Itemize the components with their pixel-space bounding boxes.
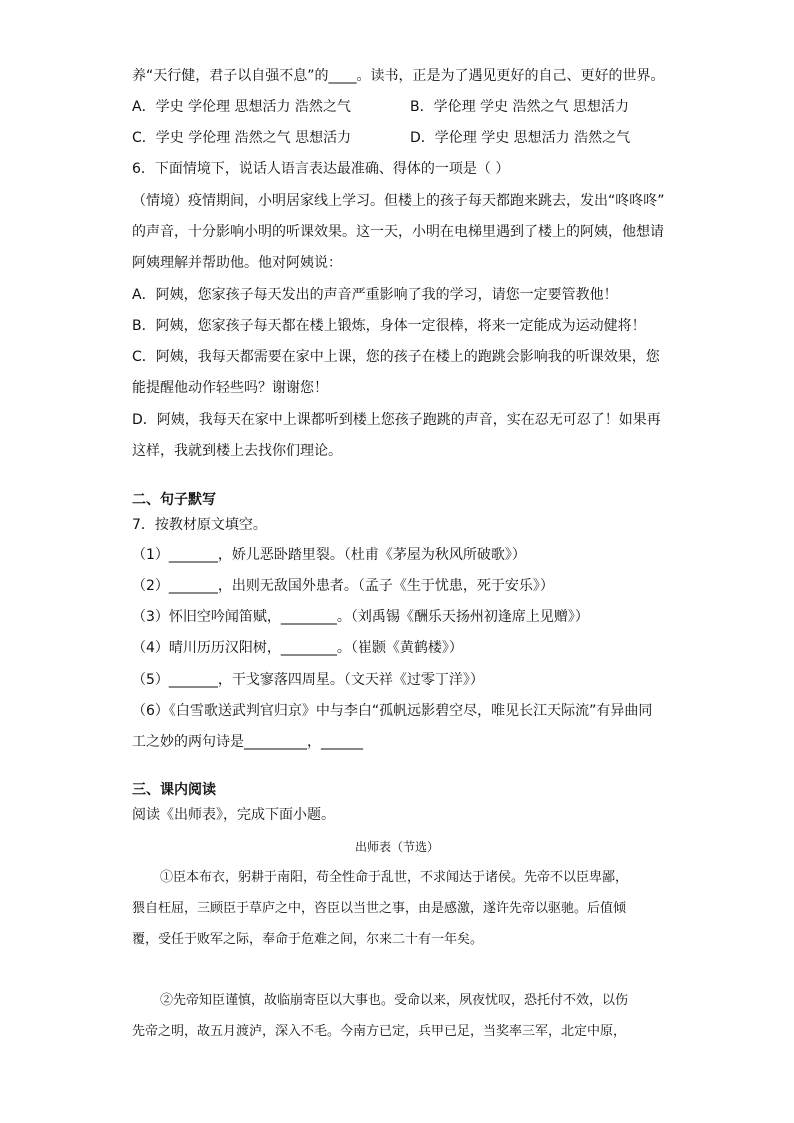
q7-item-6-line-1: （6）《白雪歌送武判官归京》中与李白“孤帆远影碧空尽，唯见长江天际流”有异曲同 [132,703,653,719]
q7-item-5: （5）_______，干戈寥落四周星。（文天祥《过零丁洋》） [132,672,484,688]
q6-context-line-2: 的声音，十分影响小明的听课效果。这一天，小明在电梯里遇到了楼上的阿姨，他想请 [132,224,664,240]
q7-item-6-line-2: 工之妙的两句诗是_________，______ [132,734,363,750]
q6-option-c-line-1: C．阿姨，我每天都需要在家中上课，您的孩子在楼上的跑跳会影响我的听课效果，您 [132,349,660,365]
q5-option-b: B．学伦理 学史 浩然之气 思想活力 [410,99,629,115]
q7-item-4: （4）晴川历历汉阳树，________。（崔颢《黄鹤楼》） [132,640,463,656]
para-1-line-1: ①臣本布衣，躬耕于南阳，苟全性命于乱世，不求闻达于诸侯。先帝不以臣卑鄙， [160,870,629,885]
section-3-title: 三、课内阅读 [132,782,216,798]
q7-item-3: （3）怀旧空吟闻笛赋，________。（刘禹锡《酬乐天扬州初逢席上见赠》） [132,609,589,625]
q6-stem: 6．下面情境下，说话人语言表达最准确、得体的一项是（ ） [132,161,510,177]
q6-context-line-3: 阿姨理解并帮助他。他对阿姨说： [132,255,342,271]
q5-option-c: C．学史 学伦理 浩然之气 思想活力 [132,130,352,146]
q7-item-2: （2）_______，出则无敌国外患者。（孟子《生于忧患，死于安乐》） [132,578,554,594]
q5-option-a: A．学史 学伦理 思想活力 浩然之气 [132,99,351,115]
q5-stem-tail: 养“天行健，君子以自强不息”的____。读书，正是为了遇见更好的自己、更好的世界。 [132,68,665,84]
q7-item-1: （1）_______，娇儿恶卧踏里裂。（杜甫《茅屋为秋风所破歌》） [132,547,526,563]
q5-option-d: D．学伦理 学史 思想活力 浩然之气 [410,130,631,146]
q6-context-line-1: （情境）疫情期间，小明居家线上学习。但楼上的孩子每天都跑来跳去，发出“咚咚咚” [132,193,665,209]
q7-stem: 7．按教材原文填空。 [132,517,267,533]
q6-option-a: A．阿姨，您家孩子每天发出的声音严重影响了我的学习，请您一定要管教他！ [132,287,618,303]
section-2-title: 二、句子默写 [132,492,216,508]
para-1-line-2: 猥自枉屈，三顾臣于草庐之中，咨臣以当世之事，由是感激，遂许先帝以驱驰。后值倾 [132,901,627,916]
q6-option-d-line-1: D．阿姨，我每天在家中上课都听到楼上您孩子跑跳的声音，实在忍无可忍了！如果再 [132,412,661,428]
q6-option-d-line-2: 这样，我就到楼上去找你们理论。 [132,443,342,459]
q6-option-c-line-2: 能提醒他动作轻些吗？谢谢您！ [132,380,328,396]
section-3-intro: 阅读《出师表》，完成下面小题。 [132,807,335,823]
para-2-line-2: 先帝之明，故五月渡泸，深入不毛。今南方已定，兵甲已足，当奖率三军，北定中原， [132,1024,627,1039]
para-1-line-3: 覆，受任于败军之际，奉命于危难之间，尔来二十有一年矣。 [132,932,484,947]
passage-title: 出师表（节选） [354,840,439,854]
para-2-line-1: ②先帝知臣谨慎，故临崩寄臣以大事也。受命以来，夙夜忧叹，恐托付不效，以伤 [160,993,629,1008]
q6-option-b: B．阿姨，您家孩子每天都在楼上锻炼，身体一定很棒，将来一定能成为运动健将！ [132,318,646,334]
